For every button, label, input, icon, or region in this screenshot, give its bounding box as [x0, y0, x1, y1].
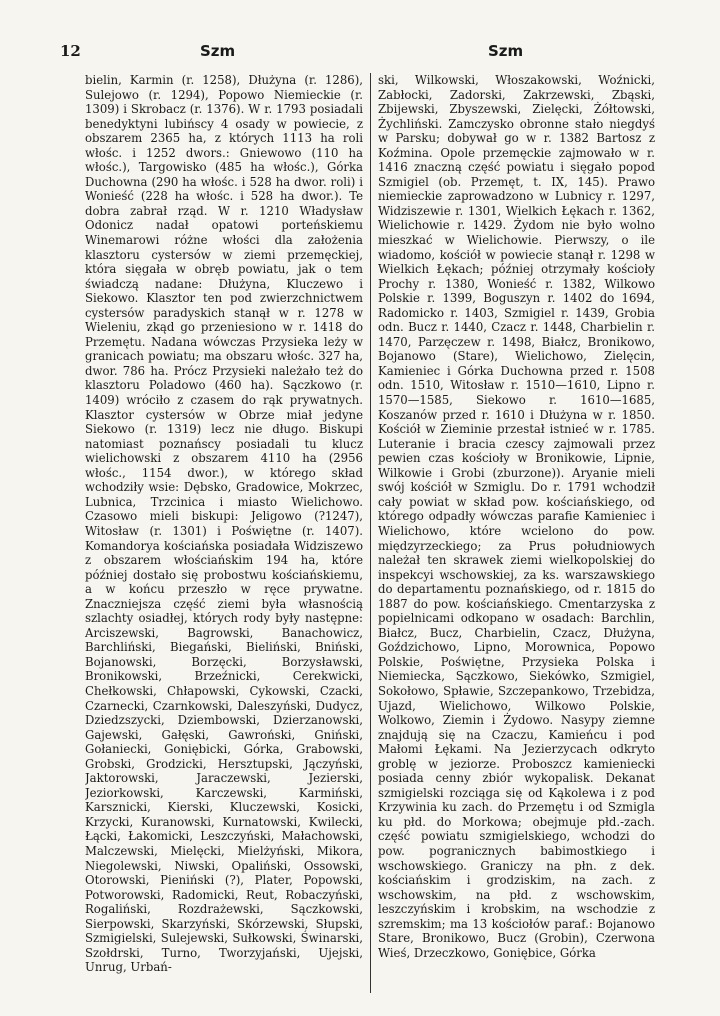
text-columns	[85, 73, 655, 993]
right-column	[370, 73, 655, 993]
right-running-head: Szm	[488, 42, 524, 60]
left-column	[85, 73, 370, 993]
right-column-text: ski, Wilkowski, Włoszakowski, Woźnicki, Zabłocki, Zadorski, Zakrzewski, Zbąski, Zbijewski, Zbyszewski, Zielęcki, Żółtowski, Żychliński. Zamczysko obronne stało niegdyś w Parsku; dobywał go w r. 1382 Bartosz z Koźmina. Opole przemęckie zajmowało w r. 1416 znaczną część powiatu i sięgało popod Szmigiel (ob. Przemęt, t. IX, 145). Prawo niemieckie zaprowadzono w Lubnicy r. 1297, Widziszewie r. 1301, Wielkich Łękach r. 1362, Wielichowie r. 1429. Żydom nie było wolno mieszkać w Wielichowie. Pierwszy, o ile wiadomo, kościół w powiecie stanął r. 1298 w Wielkich Łękach; później otrzymały kościoły Prochy r. 1380, Wonieść r. 1382, Wilkowo Polskie r. 1399, Boguszyn r. 1402 do 1694, Radomicko r. 1403, Szmigiel r. 1439, Grobia odn. Bucz r. 1440, Czacz r. 1448, Charbielin r. 1470, Parzęczew r. 1498, Białcz, Bronikowo, Bojanowo (Stare), Wielichowo, Zielęcin, Kamieniec i Górka Duchowna przed r. 1508 odn. 1510, Witosław r. 1510—1610, Lipno r. 1570—1585, Siekowo r. 1610—1685, Koszanów przed r. 1610 i Dłużyna w r. 1850. Kościół w Zieminie przestał istnieć w r. 1785. Luteranie i bracia czescy zajmowali przez pewien czas kościoły w Bronikowie, Lipnie, Wilkowie i Grobi (zburzone)). Aryanie mieli swój kościół w Szmiglu. Do r. 1791 wchodził cały powiat w skład pow. kościańskiego, od którego odpadły wówczas parafie Kamieniec i Wielichowo, które wcielono do pow. międzyrzeckiego; za Prus południowych należał ten skrawek ziemi wielkopolskiej do inspekcyi wschowskiej, za ks. warszawskiego do departamentu poznańskiego, od r. 1815 do 1887 do pow. kościańskiego. Cmentarzyska z popielnicami odkopano w osadach: Barchlin, Białcz, Bucz, Charbielin, Czacz, Dłużyna, Goździchowo, Lipno, Morownica, Popowo Polskie, Poświętne, Przysieka Polska i Niemiecka, Sączkowo, Siekówko, Szmigiel, Sokołowo, Spławie, Szczepankowo, Trzebidza, Ujazd, Wielichowo, Wilkowo Polskie, Wolkowo, Ziemin i Żydowo. Nasypy ziemne znajdują się na Czaczu, Kamieńcu i pod Małomi Łękami. Na Jezierzycach odkryto groblę w jeziorze. Proboszcz kamieniecki posiada cenny zbiór wykopalisk. Dekanat szmigielski rozciąga się od Kąkolewa i z pod Krzywinia ku zach. do Przemętu i od Szmigla ku płd. do Morkowa; obejmuje płd.-zach. część powiatu szmigielskiego, wchodzi do pow. pogranicznych babimostkiego i wschowskiego. Graniczy na płn. z dek. kościańskim i grodziskim, na zach. z wschowskim, na płd. z wschowskim, leszczyńskim i krobskim, na wschodzie z szremskim; ma 13 kościołów paraf.: Bojanowo Stare, Bronikowo, Bucz (Grobin), Czerwona Wieś, Drzeczkowo, Goniębice, Górka	[378, 73, 655, 960]
left-running-head: Szm	[200, 42, 236, 60]
left-column-text: bielin, Karmin (r. 1258), Dłużyna (r. 1286), Sulejowo (r. 1294), Popowo Niemieckie (r. 1309) i Skrobacz (r. 1376). W r. 1793 posiadali benedyktyni lubińscy 4 osady w powiecie, z obszarem 2365 ha, z których 1113 ha roli włośc. i 1252 dwors.: Gniewowo (110 ha włośc.), Targowisko (485 ha włośc.), Górka Duchowna (290 ha włośc. i 528 ha dwor. roli) i Wonieść (228 ha włośc. i 528 ha dwor.). Te dobra zabrał rząd. W r. 1210 Władysław Odonicz nadał opatowi porteńskiemu Winemarowi różne włości dla założenia klasztoru cystersów w ziemi przemęckiej, która sięgała w obręb powiatu, jak o tem świadczą nadane: Dłużyna, Kluczewo i Siekowo. Klasztor ten pod zwierzchnictwem cystersów paradyskich stanął w r. 1278 w Wieleniu, zkąd go przeniesiono w r. 1418 do Przemętu. Nadana wówczas Przysieka leży w granicach powiatu; ma obszaru włośc. 327 ha, dwor. 786 ha. Prócz Przysieki należało też do klasztoru Poladowo (460 ha). Sączkowo (r. 1409) wróciło z czasem do rąk prywatnych. Klasztor cystersów w Obrze miał jedyne Siekowo (r. 1319) lecz nie długo. Biskupi natomiast poznańscy posiadali tu klucz wielichowski z obszarem 4110 ha (2956 włośc., 1154 dwor.), w którego skład wchodziły wsie: Dębsko, Gradowice, Mokrzec, Lubnica, Trzcinica i miasto Wielichowo. Czasowo mieli biskupi: Jeligowo (?1247), Witosław (r. 1301) i Poświętne (r. 1407). Komandorya kościańska posiadała Widziszewo z obszarem włościańskim 194 ha, które później dostało się probostwu kościańskiemu, a w końcu przeszło w ręce prywatne. Znaczniejsza część ziemi była własnością szlachty osiadłej, których rody były następne: Arciszewski, Bagrowski, Banachowicz, Barchliński, Biegański, Bieliński, Bniński, Bojanowski, Borzęcki, Borzysławski, Bronikowski, Brzeźnicki, Cerekwicki, Chełkowski, Chłapowski, Cykowski, Czacki, Czarnecki, Czarnkowski, Daleszyński, Dudycz, Dziedzszycki, Dziembowski, Dzierzanowski, Gajewski, Gałęski, Gawroński, Gniński, Gołaniecki, Goniębicki, Górka, Grabowski, Grobski, Grodzicki, Hersztupski, Jączyński, Jaktorowski, Jaraczewski, Jezierski, Jeziorkowski, Karczewski, Karmiński, Karsznicki, Kierski, Kluczewski, Kosicki, Krzycki, Kuranowski, Kurnatowski, Kwilecki, Łącki, Łakomicki, Leszczyński, Małachowski, Malczewski, Mielęcki, Mielżyński, Mikora, Niegolewski, Niwski, Opaliński, Ossowski, Otorowski, Pieniński (?), Plater, Popowski, Potworowski, Radomicki, Reut, Robaczyński, Rogaliński, Rozdrażewski, Sączkowski, Sierpowski, Skarzyński, Skórzewski, Słupski, Szmigielski, Sulejewski, Sułkowski, Świnarski, Szołdrski, Turno, Tworzyjański, Ujejski, Unrug, Urbań-	[85, 73, 363, 975]
page-number: 12	[60, 42, 81, 60]
